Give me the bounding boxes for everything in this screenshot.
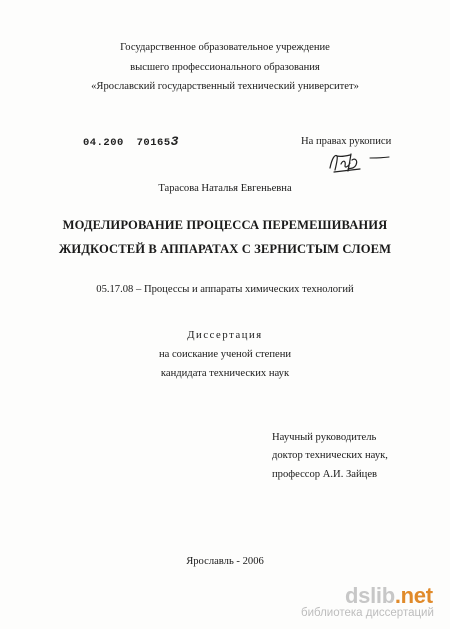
stamp-code-part-2: 70165: [136, 137, 171, 149]
stamp-code-part-1: 04.200: [83, 137, 124, 149]
stamp-code-suffix: 3: [170, 134, 179, 149]
watermark-subtitle: библиотека диссертаций: [301, 607, 434, 619]
degree-line-2: кандидата технических наук: [160, 368, 290, 379]
supervisor-line-1: Научный руководитель: [272, 432, 377, 443]
place-and-year: Ярославль - 2006: [186, 556, 264, 567]
watermark-brand: dslib: [345, 583, 395, 608]
degree-line-1: на соискание ученой степени: [158, 349, 292, 360]
thesis-title-line-1: МОДЕЛИРОВАНИЕ ПРОЦЕССА ПЕРЕМЕШИВАНИЯ: [62, 218, 388, 232]
institution-line-1: Государственное образовательное учреждение: [120, 42, 330, 53]
handwritten-signature: [326, 148, 392, 176]
institution-line-3: «Ярославский государственный технический университет»: [91, 81, 359, 92]
thesis-title-line-2: ЖИДКОСТЕЙ В АППАРАТАХ С ЗЕРНИСТЫМ СЛОЕМ: [58, 242, 392, 256]
supervisor-line-2: доктор технических наук,: [272, 450, 388, 461]
watermark-tld: .net: [394, 583, 433, 608]
library-stamp-code: [83, 134, 179, 149]
institution-line-2: высшего профессионального образования: [130, 62, 320, 73]
specialty-code: 05.17.08 – Процессы и аппараты химических технологий: [96, 284, 354, 295]
author-name: Тарасова Наталья Евгеньевна: [158, 183, 292, 194]
manuscript-rights-label: На правах рукописи: [301, 136, 392, 147]
watermark-logo: [345, 583, 433, 609]
supervisor-line-3: профессор А.И. Зайцев: [272, 469, 378, 480]
degree-heading: Диссертация: [187, 330, 263, 341]
